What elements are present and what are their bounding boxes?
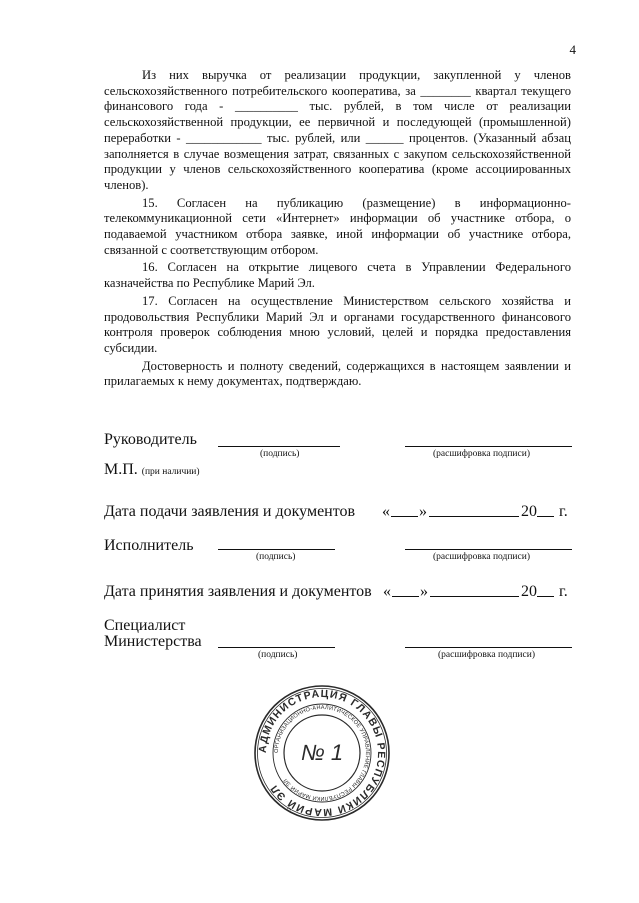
submit-date-close-quote: » [419,503,427,520]
svg-text:№ 1: № 1 [300,740,344,765]
accept-year-prefix: 20 [521,583,537,600]
official-round-stamp [252,683,392,823]
executor-signature-caption: (подпись) [256,552,296,562]
accept-date-open-quote: « [383,583,391,600]
specialist-signature-caption: (подпись) [258,650,298,660]
head-decoding-caption: (расшифровка подписи) [433,449,530,459]
head-decoding-line [405,446,572,447]
specialist-decoding-caption: (расшифровка подписи) [438,650,535,660]
body-text [104,68,571,392]
submit-year-suffix: г. [559,503,568,520]
head-signature-line [218,446,340,447]
paragraph-17: 17. Согласен на осуществление Министерством сельского хозяйства и продовольствия Республики Марий Эл и органами государственного финансового контроля проверок соблюдения мною условий, целей и порядка предоставления субсидии. [104,293,571,355]
accept-year-line [537,596,554,597]
specialist-label-2: Министерства [104,633,202,650]
executor-decoding-caption: (расшифровка подписи) [433,552,530,562]
accept-day-line [392,596,419,597]
submit-month-line [429,516,519,517]
paragraph-15: 15. Согласен на публикацию (размещение) в информационно-телекоммуникационной сети «Интернет» информации об участнике отбора, о подаваемой участником отбора заявке, иной информации об участнике отбора, связанной с соответствующим отбором. [104,195,571,257]
head-signature-caption: (подпись) [260,449,300,459]
mp-note: (при наличии) [141,467,200,477]
executor-decoding-line [405,549,572,550]
svg-text:АДМИНИСТРАЦИЯ ГЛАВЫ РЕСПУБЛИКИ: АДМИНИСТРАЦИЯ ГЛАВЫ РЕСПУБЛИКИ МАРИЙ ЭЛ [256,687,388,819]
executor-label: Исполнитель [104,537,194,554]
paragraph-16: 16. Согласен на открытие лицевого счета в Управлении Федерального казначейства по Республике Марий Эл. [104,260,571,291]
accept-month-line [430,596,519,597]
submit-year-line [537,516,554,517]
svg-text:ОРГАНИЗАЦИОННО-АНАЛИТИЧЕСКОЕ У: ОРГАНИЗАЦИОННО-АНАЛИТИЧЕСКОЕ УПРАВЛЕНИЕ ГЛАВЫ РЕСПУБЛИКИ МАРИЙ ЭЛ [273,704,371,802]
submit-year-prefix: 20 [521,503,537,520]
accept-year-suffix: г. [559,583,568,600]
accept-date-close-quote: » [420,583,428,600]
stamp-place-label [104,461,200,479]
mp-label: М.П. [104,461,138,478]
executor-signature-line [218,549,335,550]
submit-date-open-quote: « [382,503,390,520]
head-label: Руководитель [104,431,197,448]
paragraph-confirm: Достоверность и полноту сведений, содержащихся в настоящем заявлении и прилагаемых к нему документах, подтверждаю. [104,358,571,389]
accept-date-label: Дата принятия заявления и документов [104,583,372,600]
submit-date-label: Дата подачи заявления и документов [104,503,356,520]
specialist-signature-line [218,647,335,648]
specialist-label-1: Специалист [104,617,186,634]
paragraph-revenue: Из них выручка от реализации продукции, закупленной у членов сельскохозяйственного потребительского кооператива, за ________ квартал текущего финансового года - __________ тыс. рублей, в том числе от реализации сельскохозяйственной продукции, ее первичной и последующей (промышленной) переработки - ____________ тыс. рублей, или ______ процентов. (Указанный абзац заполняется в случае возмещения затрат, связанных с закупом сельскохозяйственной продукции у членов сельскохозяйственного кооператива (кроме ассоциированных членов). [104,68,571,192]
specialist-decoding-line [405,647,572,648]
page-number: 4 [569,42,576,57]
submit-day-line [391,516,418,517]
